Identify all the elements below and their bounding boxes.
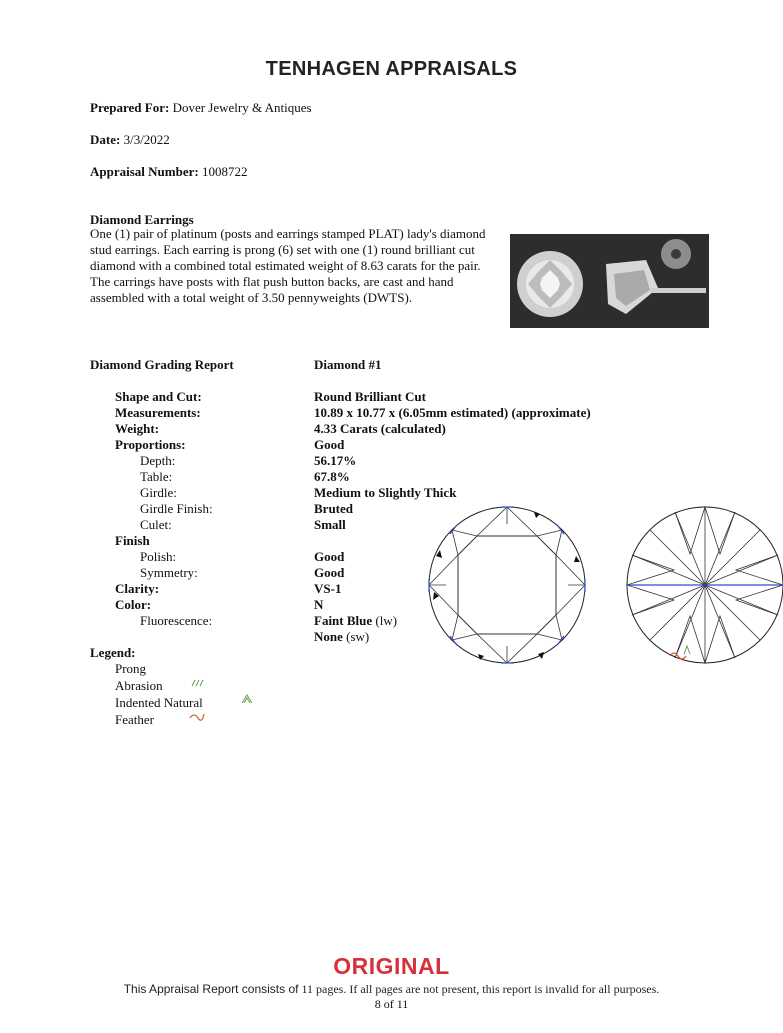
item-heading: Diamond Earrings xyxy=(90,212,194,227)
footer-notice-part2: 11 pages. If all pages are not present, this report is invalid for all purposes. xyxy=(301,982,660,996)
girdle-finish-value: Bruted xyxy=(314,501,353,516)
diamond-crown-diagram xyxy=(426,504,588,666)
fluorescence-label: Fluorescence: xyxy=(140,613,213,628)
color-value: N xyxy=(314,597,324,612)
proportions-label: Proportions: xyxy=(115,437,186,452)
fluorescence-lw-note: (lw) xyxy=(375,613,398,628)
table-value: 67.8% xyxy=(314,469,350,484)
abrasion-icon xyxy=(190,678,206,688)
page-title: TENHAGEN APPRAISALS xyxy=(265,58,518,80)
legend-heading: Legend: xyxy=(90,645,136,660)
original-stamp: ORIGINAL xyxy=(333,953,450,979)
culet-value: Small xyxy=(314,517,346,532)
prepared-for-value: Dover Jewelry & Antiques xyxy=(172,100,312,115)
indented-natural-mark xyxy=(684,646,690,654)
shape-cut-label: Shape and Cut: xyxy=(115,389,202,404)
fluorescence-lw-value: Faint Blue xyxy=(314,613,373,628)
appraisal-number-value: 1008722 xyxy=(201,164,248,179)
fluorescence-sw-value: None xyxy=(314,629,343,644)
weight-label: Weight: xyxy=(115,421,160,436)
girdle-value: Medium to Slightly Thick xyxy=(314,485,457,500)
footer-notice-part1: This Appraisal Report consists of xyxy=(123,982,299,996)
girdle-label: Girdle: xyxy=(140,485,177,500)
finish-label: Finish xyxy=(115,533,150,548)
culet-label: Culet: xyxy=(140,517,172,532)
prepared-for-label: Prepared For: xyxy=(90,100,170,115)
grading-heading: Diamond Grading Report xyxy=(90,357,234,372)
page-number: 8 of 11 xyxy=(374,997,409,1011)
diamond-label: Diamond #1 xyxy=(314,357,382,372)
feather-icon xyxy=(188,712,206,722)
date-label: Date: xyxy=(90,132,121,147)
legend-prong: Prong xyxy=(115,661,147,676)
legend-abrasion: Abrasion xyxy=(115,678,163,693)
color-label: Color: xyxy=(115,597,152,612)
symmetry-value: Good xyxy=(314,565,345,580)
prepared-for-line xyxy=(90,100,312,116)
weight-value: 4.33 Carats (calculated) xyxy=(314,421,446,436)
fluorescence-lw-line xyxy=(314,613,397,629)
measurements-value: 10.89 x 10.77 x (6.05mm estimated) (approximate) xyxy=(314,405,591,420)
earrings-photo-image xyxy=(510,234,709,328)
earrings-photo xyxy=(510,234,709,328)
girdle-finish-label: Girdle Finish: xyxy=(140,501,213,516)
symmetry-label: Symmetry: xyxy=(140,565,198,580)
fluorescence-sw-line xyxy=(314,629,369,645)
appraisal-number-label: Appraisal Number: xyxy=(90,164,199,179)
table-label: Table: xyxy=(140,469,173,484)
polish-value: Good xyxy=(314,549,345,564)
legend-indented-natural: Indented Natural xyxy=(115,695,203,710)
item-description: One (1) pair of platinum (posts and earrings stamped PLAT) lady's diamond stud earrings. Each earring is prong (6) set with one (1) round brilliant cut diamond with a combined total estimated weight of 8.63 carats for the pair. The carrings have posts with flat push button backs, are cast and hand assembled with a total weight of 3.50 pennyweights (DWTS). xyxy=(90,226,486,305)
indented-natural-icon xyxy=(240,693,256,705)
diamond-pavilion-diagram xyxy=(624,504,783,666)
footer-notice xyxy=(0,982,783,997)
depth-value: 56.17% xyxy=(314,453,357,468)
shape-cut-value: Round Brilliant Cut xyxy=(314,389,426,404)
prong-markers xyxy=(433,512,580,660)
appraisal-number-line xyxy=(90,164,247,180)
legend-feather: Feather xyxy=(115,712,154,727)
polish-label: Polish: xyxy=(140,549,177,564)
date-line xyxy=(90,132,170,148)
proportions-value: Good xyxy=(314,437,345,452)
date-value: 3/3/2022 xyxy=(123,132,170,147)
depth-label: Depth: xyxy=(140,453,176,468)
measurements-label: Measurements: xyxy=(115,405,201,420)
fluorescence-sw-note: (sw) xyxy=(346,629,370,644)
clarity-value: VS-1 xyxy=(314,581,342,596)
clarity-label: Clarity: xyxy=(115,581,160,596)
